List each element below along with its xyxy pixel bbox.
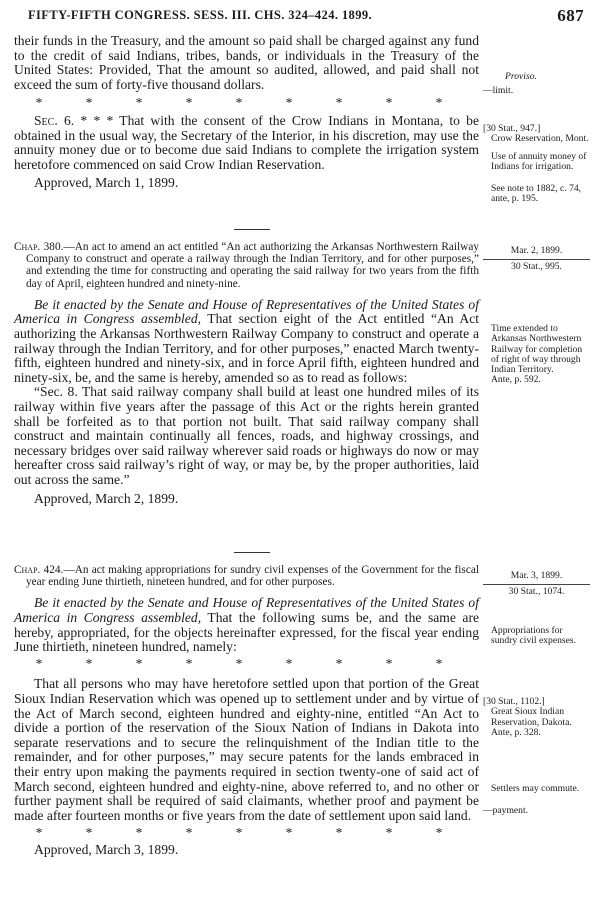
margin-note-appropriations: Appropriations for sundry civil expenses. bbox=[491, 625, 576, 647]
margin-note-proviso: Proviso. bbox=[505, 71, 537, 82]
margin-note-payment: —payment. bbox=[483, 805, 529, 816]
star-row: * * * * * * * * * bbox=[35, 825, 443, 841]
chapter-label: Chap. 424. bbox=[14, 564, 64, 576]
chapter-title: —An act making appropriations for sundry civil expenses of the Government for the fiscal year ending June thirtieth, nineteen hundred, and for other purposes. bbox=[26, 564, 479, 589]
page-header bbox=[14, 6, 590, 24]
chapter-title: —An act to amend an act entitled “An act authorizing the Arkansas Northwestern Railway Company to construct and operate a railway through the Indian Territory, and for other purposes,” and extending the time for constructing and operating the said railway for two years from the fifth day of April, eighteen hundred and ninety-nine. bbox=[26, 241, 479, 290]
margin-note-date: Mar. 2, 1899. 30 Stat., 995. bbox=[483, 246, 590, 273]
enacting-body: That the following sums be, and the same are hereby, appropriated, for the objects hereinafter expressed, for the fiscal year ending June thirtieth, nineteen hundred, namely: bbox=[14, 610, 480, 655]
section-divider bbox=[234, 229, 270, 230]
star-row: * * * * * * * * * bbox=[35, 655, 443, 671]
page-number: 687 bbox=[557, 6, 584, 25]
margin-note-annuity: Use of annuity money of Indians for irrigation. bbox=[491, 151, 587, 173]
section-6-text: * * * That with the consent of the Crow Indians in Montana, to be obtained in the usual way, the Secretary of the Interior, in his discretion, may use the annuity money due or to become due said Indians to complete the irrigation system heretofore commenced on said Crow Indian Reservation. bbox=[14, 112, 479, 172]
section-6-label: Sec. 6. bbox=[34, 112, 75, 128]
margin-note-date: Mar. 3, 1899. 30 Stat., 1074. bbox=[483, 571, 590, 598]
star-row: * * * * * * * * * bbox=[35, 95, 443, 111]
chapter-424 bbox=[14, 564, 479, 858]
margin-note-time-extended: Time extended to Arkansas Northwestern Railway for completion of right of way through Indian Territory. Ante, p. 592. bbox=[491, 323, 583, 386]
section-divider bbox=[234, 552, 270, 553]
approved-date: Approved, March 2, 1899. bbox=[34, 490, 179, 506]
enacting-body: That section eight of the Act entitled “An Act authorizing the Arkansas Northwestern Railway Company to construct and operate a railway through the Indian Territory, and for other purposes,” enacted March twenty-fifth, eighteen hundred and ninety-six, and in force April fifth, eighteen hundred and ninety-six, be, and the same is hereby, amended so as to read as follows: bbox=[14, 311, 480, 385]
paragraph-proviso: their funds in the Treasury, and the amount so paid shall be charged against any fund to the credit of said Indians, tribes, bands, or individuals in the Treasury of the United States: Provided, That the amount so audited, allowed, and paid shall not exceed the sum of forty-five thousand dollars. bbox=[14, 33, 479, 92]
margin-note-see: See note to 1882, c. 74, ante, p. 195. bbox=[491, 183, 582, 205]
enacting-clause: Be it enacted by the Senate and House of Representatives of the United States of America in Congress assembled, bbox=[14, 595, 479, 625]
enacting-paragraph bbox=[14, 596, 479, 654]
chapter-heading bbox=[14, 564, 479, 588]
enacting-clause: Be it enacted by the Senate and House of Representatives of the United States of America in Congress assembled, bbox=[14, 296, 479, 327]
running-head: FIFTY-FIFTH CONGRESS. SESS. III. CHS. 324–424. 1899. bbox=[28, 8, 373, 22]
enacting-paragraph bbox=[14, 298, 479, 386]
settlers-paragraph: That all persons who may have heretofore settled upon that portion of the Great Sioux Indian Reservation which was opened up to settlement under and by virtue of the Act of March second, eighteen hundred and eighty-nine, entitled “An Act to divide a portion of the reservation of the Sioux Nation of Indians in Dakota into separate reservations and to secure the relinquishment of the Indian title to the remainder, and for other purposes,” may secure patents for the lands embraced in their entry upon making the payments required in section twenty-one of said act of March second, eighteen hundred and eighty-nine, above referred to, and no other or further payment shall be required of said claimants, whether proof and payment be made after fourteen months or five years from the date of settlement upon said land. bbox=[14, 676, 479, 823]
block-crow bbox=[14, 34, 479, 191]
approved-date: Approved, March 1, 1899. bbox=[34, 175, 179, 191]
section-8: “Sec. 8. That said railway company shall build at least one hundred miles of its railway within five years after the passage of this Act or the rights herein granted shall be forfeited as to that portion not built. That said railway company shall construct and maintain continually all fences, roads, and highway crossings, and necessary bridges over said railway wherever said roads or highways do now or may hereafter cross said railway’s right of way, or may be, by the proper authorities, laid out across the same.” bbox=[14, 384, 479, 487]
margin-note-citation: [30 Stat., 1102.] Great Sioux Indian Reservation, Dakota. Ante, p. 328. bbox=[483, 696, 572, 738]
margin-note-limit: —limit. bbox=[483, 85, 514, 96]
margin-note-citation: [30 Stat., 947.] Crow Reservation, Mont. bbox=[483, 123, 589, 145]
chapter-380 bbox=[14, 241, 479, 506]
section-6 bbox=[14, 114, 479, 172]
approved-date: Approved, March 3, 1899. bbox=[34, 841, 179, 857]
chapter-heading bbox=[14, 241, 479, 290]
chapter-label: Chap. 380. bbox=[14, 241, 64, 253]
margin-note-settlers: Settlers may commute. bbox=[491, 783, 580, 794]
